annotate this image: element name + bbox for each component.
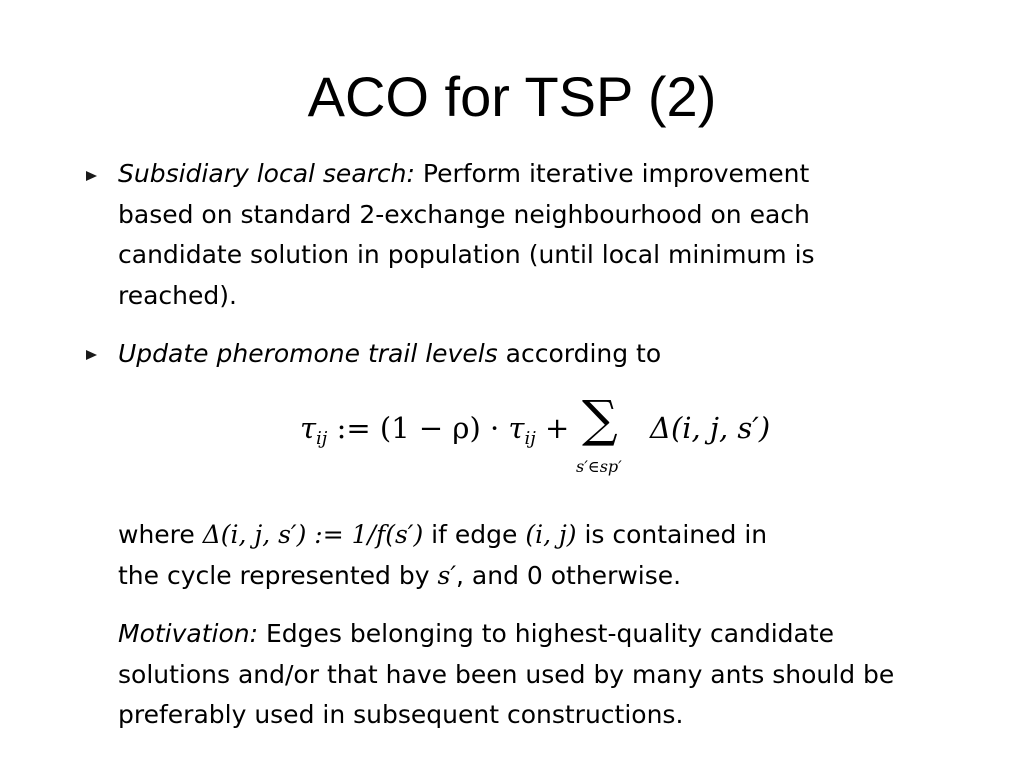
- where-line2: the cycle represented by s′, and 0 otherwise.: [118, 560, 682, 590]
- bullet1-line4: reached).: [118, 280, 237, 310]
- sum-symbol: ∑: [582, 390, 618, 448]
- bullet1-line3: candidate solution in population (until local minimum is: [118, 240, 815, 269]
- sum-subscript: s′∈sp′: [576, 457, 622, 476]
- bullet-triangle-icon: [86, 350, 97, 360]
- where-edge: (i, j): [525, 520, 577, 549]
- slide-title: ACO for TSP (2): [307, 65, 717, 128]
- where-line1: where Δ(i, j, s′) := 1/f(s′) if edge (i, j) is contained in: [118, 520, 768, 549]
- where-delta-def: Δ(i, j, s′) := 1/f(s′): [202, 520, 424, 549]
- bullet1-lead: Subsidiary local search:: [118, 159, 415, 188]
- bullet-local-search: [118, 154, 815, 316]
- bullet1-line1: [118, 154, 815, 195]
- where-clause: [118, 515, 767, 596]
- bullet1-line2: based on standard 2-exchange neighbourhood on each: [118, 199, 810, 229]
- formula-lhs: $\tau_{ij}$ := $(1 - \rho) \cdot \tau_{ij}$ +: [300, 411, 570, 449]
- formula-delta-term: Δ(i, j, s′): [650, 411, 771, 445]
- bullet-update-pheromone: [118, 334, 661, 375]
- motivation-paragraph: [118, 614, 894, 736]
- bullet2-lead: Update pheromone trail levels: [118, 339, 498, 368]
- motivation-line3: preferably used in subsequent constructions.: [118, 700, 684, 729]
- bullet2-rest: according to: [505, 339, 662, 368]
- bullet1-line1-text: Perform iterative improvement: [422, 159, 810, 188]
- motivation-line2: solutions and/or that have been used by many ants should be: [118, 659, 895, 689]
- motivation-line1: Motivation: Edges belonging to highest-quality candidate: [118, 619, 835, 648]
- motivation-lead: Motivation:: [118, 619, 259, 648]
- bullet-triangle-icon: [86, 171, 97, 181]
